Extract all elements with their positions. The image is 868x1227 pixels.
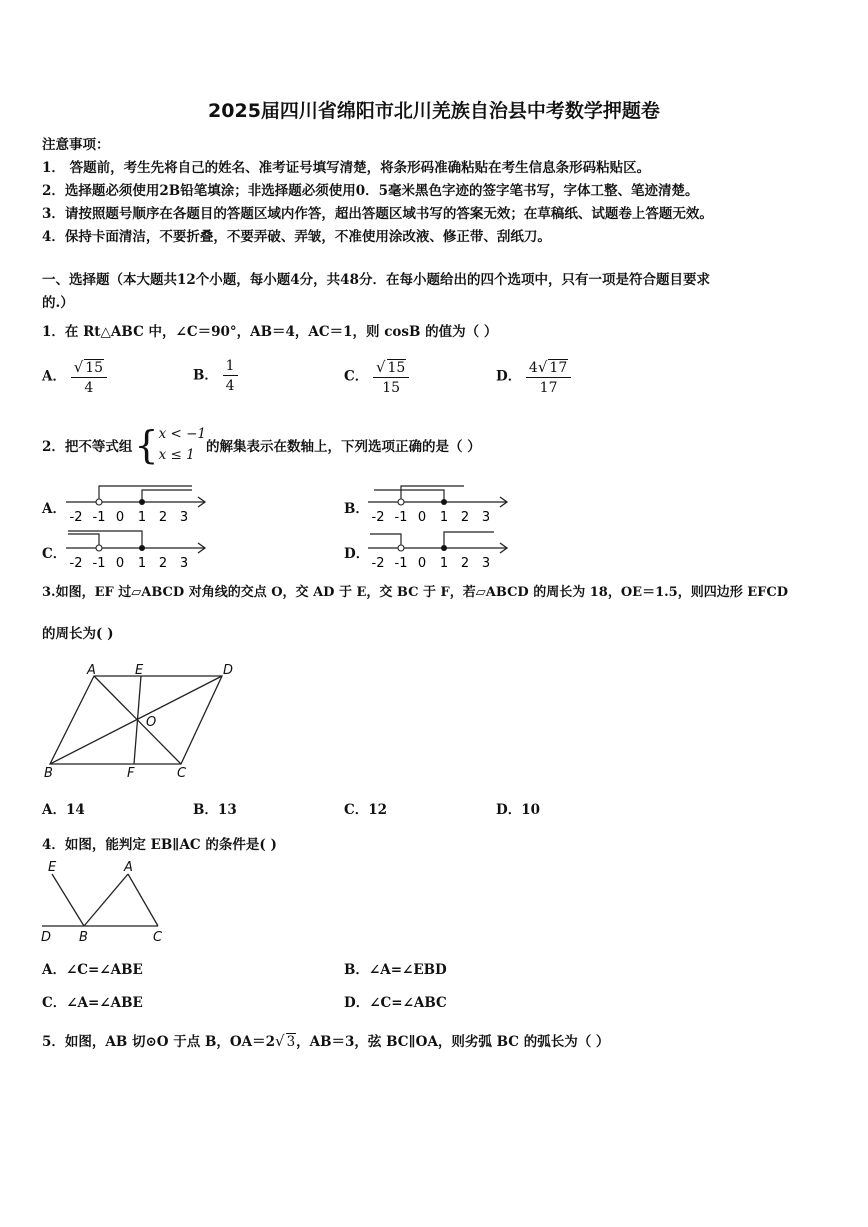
tick-label: -1 [92,556,106,571]
open-point-icon [398,499,404,505]
number-line-b [364,480,514,525]
tick-label: -2 [69,510,83,525]
q4-option-b[interactable]: B．∠A=∠EBD [344,962,447,978]
radicand: 3 [286,1034,296,1050]
fraction: $\frac{√ 15}{4}$ [71,358,107,396]
tick-label: 0 [417,556,427,571]
tick-label: 0 [417,510,427,525]
tick-label: 1 [439,556,449,571]
closed-point-icon [139,545,145,551]
tick-label: -1 [394,510,408,525]
section-heading: 一、选择题（本大题共12个小题，每小题4分，共48分．在每小题给出的四个选项中，只有一项是符合题目要求 [42,272,710,288]
denominator: 17 [539,380,558,396]
point-label: C [177,766,187,781]
tick-label: -2 [371,556,385,571]
parallelogram-figure [40,658,240,783]
point-label: B [79,930,88,945]
tick-label: 1 [137,556,147,571]
tick-label: 1 [439,510,449,525]
tick-label: 1 [137,510,147,525]
denominator: 4 [225,378,235,394]
point-label: B [44,766,53,781]
option-label: A． [42,802,66,818]
inequality-1: x < −1 [158,426,207,442]
fraction: $\frac{4√ 17}{17}$ [526,358,571,396]
number-line-c [62,526,212,571]
tick-label: 0 [115,510,125,525]
notice-item: 4．保持卡面清洁，不要折叠，不要弄破、弄皱，不准使用涂改液、修正带、刮纸刀。 [42,229,551,245]
coefficient: 4 [528,360,538,376]
number-line-d [364,526,514,571]
tick-label: 2 [460,556,470,571]
tick-label: 2 [158,556,168,571]
denominator: 4 [84,380,94,396]
tick-label: 0 [115,556,125,571]
closed-point-icon [441,545,447,551]
q3-option-b[interactable] [193,798,237,818]
q5-stem-part1: 5．如图，AB 切⊙O 于点 B，OA＝2 [42,1034,275,1050]
q2-option-c-label[interactable]: C． [42,546,67,562]
number-line-a [62,480,212,525]
open-point-icon [96,499,102,505]
fraction: $\frac{√ 15}{15}$ [373,358,409,396]
question-1-stem: 1．在 Rt△ABC 中，∠C＝90°，AB＝4，AC＝1，则 cosB 的值为（ ） [42,324,498,340]
q2-prefix: 2．把不等式组 [42,439,133,455]
question-3-stem: 3.如图，EF 过▱ABCD 对角线的交点 O，交 AD 于 E，交 BC 于 F，若▱ABCD 的周长为 18，OE＝1.5，则四边形 EFCD [42,585,788,600]
point-label: E [135,663,144,678]
option-label: D． [496,802,522,818]
notice-item: 2．选择题必须使用2B铅笔填涂；非选择题必须使用0．5毫米黑色字迹的签字笔书写，字体工整、笔迹清楚。 [42,183,699,199]
point-label: D [223,663,234,678]
option-label: A． [42,368,66,385]
option-label: B． [193,802,218,818]
option-value: 14 [65,802,85,818]
point-label: A [87,663,96,678]
closed-point-icon [139,499,145,505]
q3-option-d[interactable] [496,798,540,818]
option-value: 10 [521,802,541,818]
tick-label: 3 [179,556,189,571]
question-5-stem: 5．如图，AB 切⊙O 于点 B，OA＝2√ 3，AB＝3，弦 BC∥OA，则劣弧 BC 的弧长为（ ） [42,1032,610,1050]
q1-option-c[interactable] [344,358,409,396]
tick-label: -2 [371,510,385,525]
inequality-2: x ≤ 1 [158,447,195,463]
closed-point-icon [441,499,447,505]
option-value: 12 [368,802,388,818]
q2-option-a-label[interactable]: A． [42,501,66,517]
notice-heading: 注意事项： [42,137,110,153]
point-label: A [124,860,133,875]
point-label: F [127,766,135,781]
fraction [223,358,238,394]
question-4-stem: 4．如图，能判定 EB∥AC 的条件是( ) [42,837,277,853]
angle-figure [36,856,176,946]
q1-option-a[interactable] [42,358,107,396]
brace-icon: { [134,423,159,467]
radicand: 15 [387,360,406,376]
q4-option-a[interactable]: A．∠C=∠ABE [42,962,143,978]
q4-option-c[interactable]: C．∠A=∠ABE [42,995,143,1011]
open-point-icon [96,545,102,551]
q1-option-d[interactable] [496,358,571,396]
page-title: 2025届四川省绵阳市北川羌族自治县中考数学押题卷 [208,100,660,122]
q2-suffix: 的解集表示在数轴上，下列选项正确的是（ ） [206,439,481,455]
radicand: 15 [85,360,104,376]
q1-option-b[interactable] [193,358,238,394]
q3-option-c[interactable] [344,798,387,818]
option-label: D． [496,368,522,385]
open-point-icon [398,545,404,551]
tick-label: 3 [481,556,491,571]
q4-option-d[interactable]: D．∠C=∠ABC [344,995,447,1011]
notice-item: 3．请按照题号顺序在各题目的答题区域内作答，超出答题区域书写的答案无效；在草稿纸、试题卷上答题无效。 [42,206,713,222]
denominator: 15 [382,380,401,396]
option-label: C． [344,368,369,385]
inequality-system [159,424,206,466]
point-label: O [146,715,157,730]
point-label: E [48,860,57,875]
point-label: C [153,930,163,945]
tick-label: 2 [158,510,168,525]
tick-label: -2 [69,556,83,571]
notice-item: 1． 答题前，考生先将自己的姓名、准考证号填写清楚，将条形码准确粘贴在考生信息条形码粘贴区。 [42,160,651,176]
option-label: C． [344,802,369,818]
q3-option-a[interactable] [42,798,85,818]
tick-label: 3 [481,510,491,525]
q5-stem-part2: ，AB＝3，弦 BC∥OA，则劣弧 BC 的弧长为（ ） [296,1034,610,1050]
numerator: 1 [223,358,238,376]
question-2-stem [42,424,481,466]
point-label: D [41,930,52,945]
tick-label: -1 [394,556,408,571]
tick-label: -1 [92,510,106,525]
section-heading-cont: 的.） [42,295,74,311]
radicand: 17 [549,360,568,376]
option-label: B． [193,367,218,384]
question-3-stem-cont: 的周长为( ) [42,626,114,642]
q2-option-b-label[interactable]: B． [344,501,369,517]
option-value: 13 [217,802,237,818]
tick-label: 3 [179,510,189,525]
tick-label: 2 [460,510,470,525]
q2-option-d-label[interactable]: D． [344,546,370,562]
